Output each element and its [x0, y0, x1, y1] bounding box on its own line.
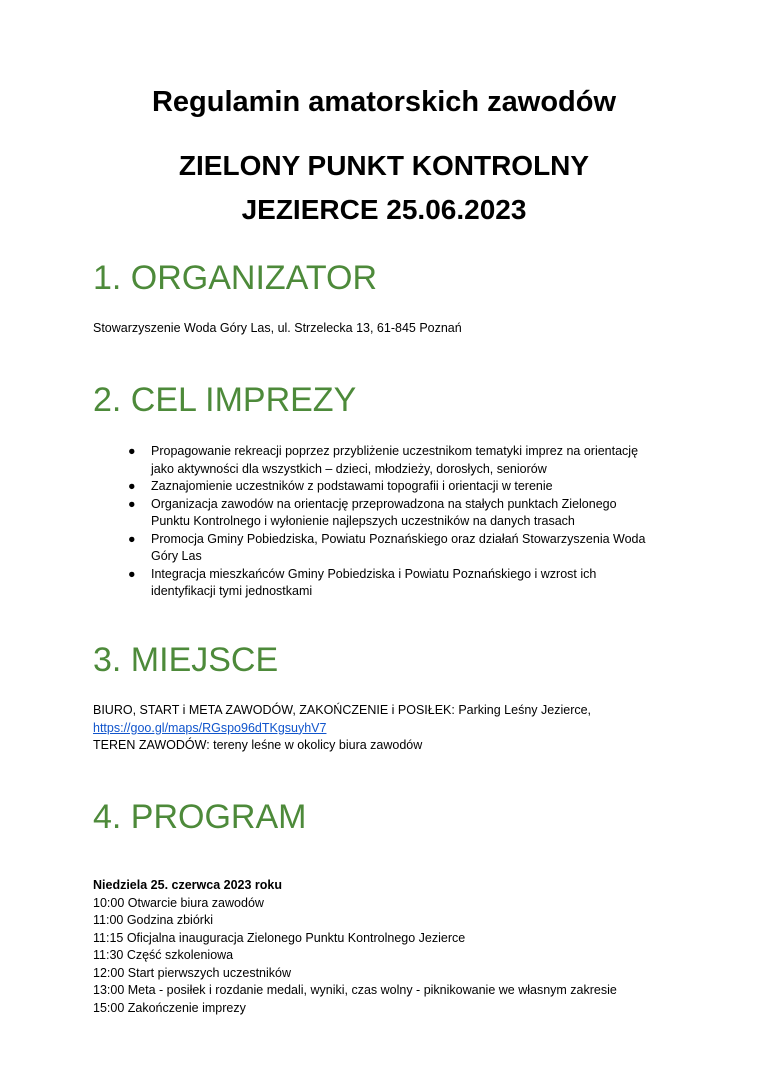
organizer-text: Stowarzyszenie Woda Góry Las, ul. Strzelecka 13, 61-845 Poznań — [93, 321, 462, 335]
list-item-line: Propagowanie rekreacji poprzez przybliżenie uczestnikom tematyki imprez na orientację — [151, 444, 639, 458]
list-item-line: Góry Las — [151, 549, 202, 563]
list-item-line: identyfikacji tymi jednostkami — [151, 584, 313, 598]
goal-list — [93, 443, 683, 601]
list-item — [93, 443, 683, 478]
program-item: 10:00 Otwarcie biura zawodów — [93, 895, 264, 910]
event-title: ZIELONY PUNKT KONTROLNY — [178, 150, 590, 181]
event-date: JEZIERCE 25.06.2023 — [241, 194, 527, 225]
program-item: 12:00 Start pierwszych uczestników — [93, 965, 292, 980]
list-item — [93, 531, 683, 566]
program-item: 13:00 Meta - posiłek i rozdanie medali, wyniki, czas wolny - piknikowanie we własnym zakresie — [93, 983, 617, 997]
program-item: 11:15 Oficjalna inauguracja Zielonego Punktu Kontrolnego Jezierce — [93, 930, 466, 945]
list-item-line: jako aktywności dla wszystkich – dzieci, młodzieży, dorosłych, seniorów — [151, 461, 547, 476]
program-item: 11:00 Godzina zbiórki — [93, 913, 213, 927]
bullet-icon: ● — [128, 496, 136, 511]
list-item-line: Integracja mieszkańców Gminy Pobiedziska i Powiatu Poznańskiego i wzrost ich — [151, 566, 597, 581]
bullet-icon: ● — [128, 479, 136, 493]
list-item-line: Organizacja zawodów na orientację przeprowadzona na stałych punktach Zielonego — [151, 496, 617, 511]
list-item — [93, 566, 683, 601]
program-block — [93, 877, 693, 1017]
list-item-line: Promocja Gminy Pobiedziska, Powiatu Poznańskiego oraz działań Stowarzyszenia Woda — [151, 531, 646, 546]
list-item-line: Punktu Kontrolnego i wyłonienie najlepszych uczestników na danych trasach — [151, 514, 575, 528]
section-heading-place: 3. MIEJSCE — [93, 641, 279, 679]
map-link[interactable]: https://goo.gl/maps/RGspo96dTKgsuyhV7 — [93, 720, 327, 735]
place-area-text: TEREN ZAWODÓW: tereny leśne w okolicy biura zawodów — [93, 738, 423, 752]
section-heading-organizer: 1. ORGANIZATOR — [93, 259, 378, 297]
bullet-icon: ● — [128, 444, 136, 458]
document-title: Regulamin amatorskich zawodów — [151, 86, 617, 118]
bullet-icon: ● — [128, 566, 136, 581]
list-item — [93, 478, 683, 496]
list-item-line: Zaznajomienie uczestników z podstawami topografii i orientacji w terenie — [151, 479, 553, 493]
bullet-icon: ● — [128, 531, 136, 546]
section-heading-program: 4. PROGRAM — [93, 798, 307, 836]
list-item — [93, 496, 683, 531]
program-day: Niedziela 25. czerwca 2023 roku — [93, 878, 282, 892]
place-block — [93, 702, 693, 755]
place-office-text: BIURO, START i META ZAWODÓW, ZAKOŃCZENIE i POSIŁEK: Parking Leśny Jezierce, — [93, 703, 592, 717]
program-item: 11:30 Część szkoleniowa — [93, 948, 234, 962]
section-heading-goal: 2. CEL IMPREZY — [93, 381, 357, 419]
program-item: 15:00 Zakończenie imprezy — [93, 1000, 246, 1015]
